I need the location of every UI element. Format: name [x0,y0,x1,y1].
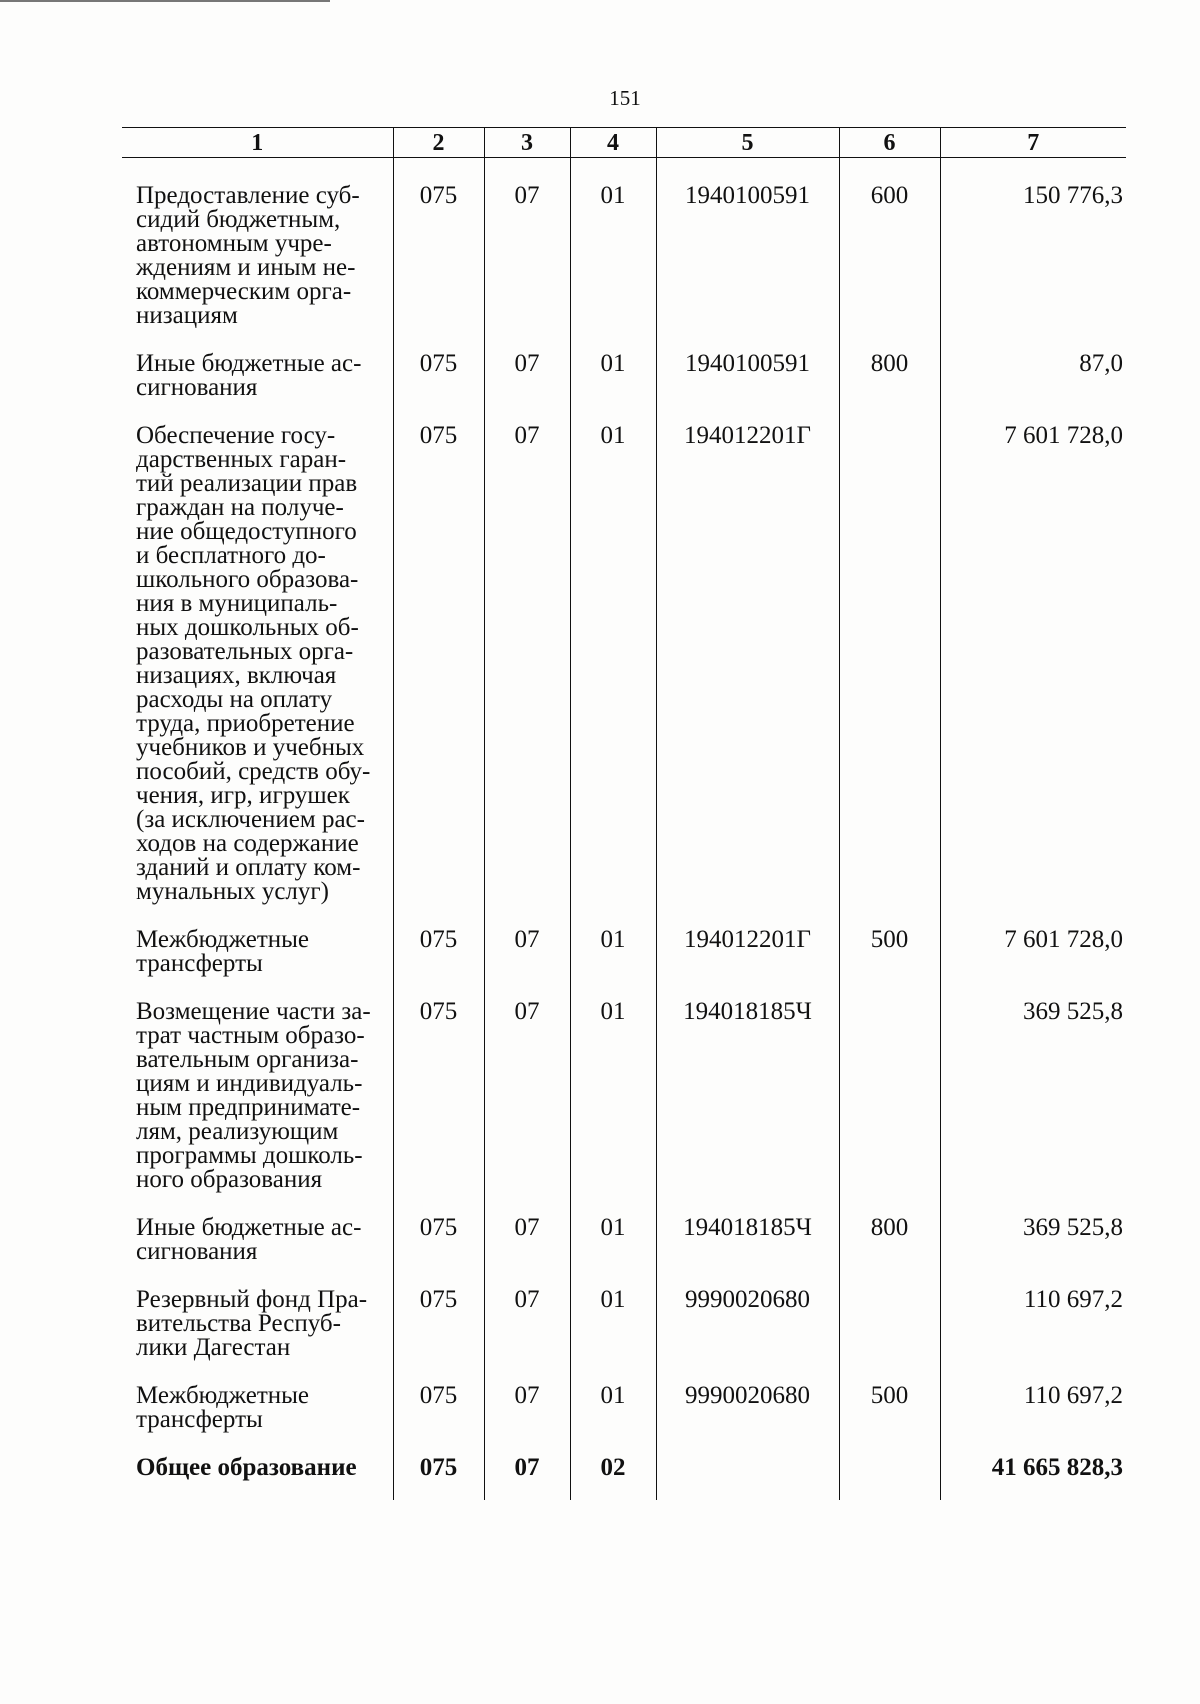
code-ministry: 075 [393,1000,484,1216]
code-section: 07 [484,1456,570,1500]
code-expense-type [839,424,940,928]
code-expense-type: 800 [839,1216,940,1288]
row-name: Общее образование [136,1454,357,1481]
code-ministry: 075 [393,352,484,424]
code-target-item: 194012201Г [656,424,839,928]
code-ministry: 075 [393,1384,484,1456]
amount: 41 665 828,3 [940,1456,1126,1500]
column-header: 7 [940,128,1126,158]
row-name: Резервный фонд Пра- вительства Респуб- лики Дагестан [136,1286,368,1361]
header-row [122,128,1126,158]
budget-table [122,127,1126,1500]
table-row [122,1456,1126,1500]
column-header: 5 [656,128,839,158]
code-target-item: 1940100591 [656,352,839,424]
table-body [122,158,1126,1501]
code-section: 07 [484,352,570,424]
code-section: 07 [484,928,570,1000]
code-expense-type: 800 [839,352,940,424]
code-expense-type [839,1288,940,1384]
code-subsection: 01 [570,928,656,1000]
table-row [122,1000,1126,1216]
code-section: 07 [484,1000,570,1216]
amount: 369 525,8 [940,1000,1126,1216]
row-name: Возмещение части за- трат частным образо- вательным организа- циям и индивидуаль- ным предпринимате- лям, реализующим программы дошколь- ного образования [136,998,371,1193]
code-subsection: 01 [570,1288,656,1384]
table-row [122,184,1126,352]
column-header: 1 [122,128,393,158]
column-header: 2 [393,128,484,158]
row-name: Иные бюджетные ас- сигнования [136,350,362,401]
table-row [122,424,1126,928]
code-subsection: 01 [570,352,656,424]
code-target-item: 9990020680 [656,1288,839,1384]
table-row [122,928,1126,1000]
spacer-row [122,158,1126,185]
code-section: 07 [484,1216,570,1288]
code-ministry: 075 [393,184,484,352]
code-subsection: 01 [570,1216,656,1288]
column-header: 4 [570,128,656,158]
code-subsection: 01 [570,424,656,928]
code-subsection: 01 [570,1384,656,1456]
column-header: 3 [484,128,570,158]
code-section: 07 [484,1384,570,1456]
code-target-item: 9990020680 [656,1384,839,1456]
code-ministry: 075 [393,424,484,928]
code-ministry: 075 [393,1216,484,1288]
code-target-item: 194012201Г [656,928,839,1000]
code-section: 07 [484,424,570,928]
table-row [122,1216,1126,1288]
code-target-item: 194018185Ч [656,1216,839,1288]
amount: 87,0 [940,352,1126,424]
code-subsection: 01 [570,184,656,352]
code-section: 07 [484,1288,570,1384]
column-header: 6 [839,128,940,158]
code-expense-type: 600 [839,184,940,352]
page-number: 151 [609,86,641,110]
code-subsection: 02 [570,1456,656,1500]
amount: 110 697,2 [940,1384,1126,1456]
code-expense-type: 500 [839,928,940,1000]
row-name: Межбюджетные трансферты [136,926,310,977]
code-ministry: 075 [393,1456,484,1500]
table-row [122,1288,1126,1384]
amount: 7 601 728,0 [940,424,1126,928]
code-expense-type: 500 [839,1384,940,1456]
row-name: Межбюджетные трансферты [136,1382,310,1433]
amount: 150 776,3 [940,184,1126,352]
amount: 369 525,8 [940,1216,1126,1288]
table-row [122,352,1126,424]
amount: 110 697,2 [940,1288,1126,1384]
code-target-item: 194018185Ч [656,1000,839,1216]
code-expense-type [839,1456,940,1500]
amount: 7 601 728,0 [940,928,1126,1000]
table-row [122,1384,1126,1456]
code-expense-type [839,1000,940,1216]
code-section: 07 [484,184,570,352]
code-ministry: 075 [393,1288,484,1384]
row-name: Обеспечение госу- дарственных гаран- тий реализации прав граждан на получе- ние общедоступного и бесплатного до- школьного образова- ния в муниципаль- ных дошкольных об- разовательных орга- низациях, включая расходы на оплату труда, приобретение учебников и учебных пособий, средств обу- чения, игр, игрушек (за исключением рас- ходов на содержание зданий и оплату ком- мунальных услуг) [136,422,371,905]
row-name: Иные бюджетные ас- сигнования [136,1214,362,1265]
code-target-item [656,1456,839,1500]
code-subsection: 01 [570,1000,656,1216]
code-ministry: 075 [393,928,484,1000]
scan-edge-line [0,0,330,2]
row-name: Предоставление суб- сидий бюджетным, автономным учре- ждениям и иным не- коммерческим орга- низациям [136,182,360,329]
code-target-item: 1940100591 [656,184,839,352]
